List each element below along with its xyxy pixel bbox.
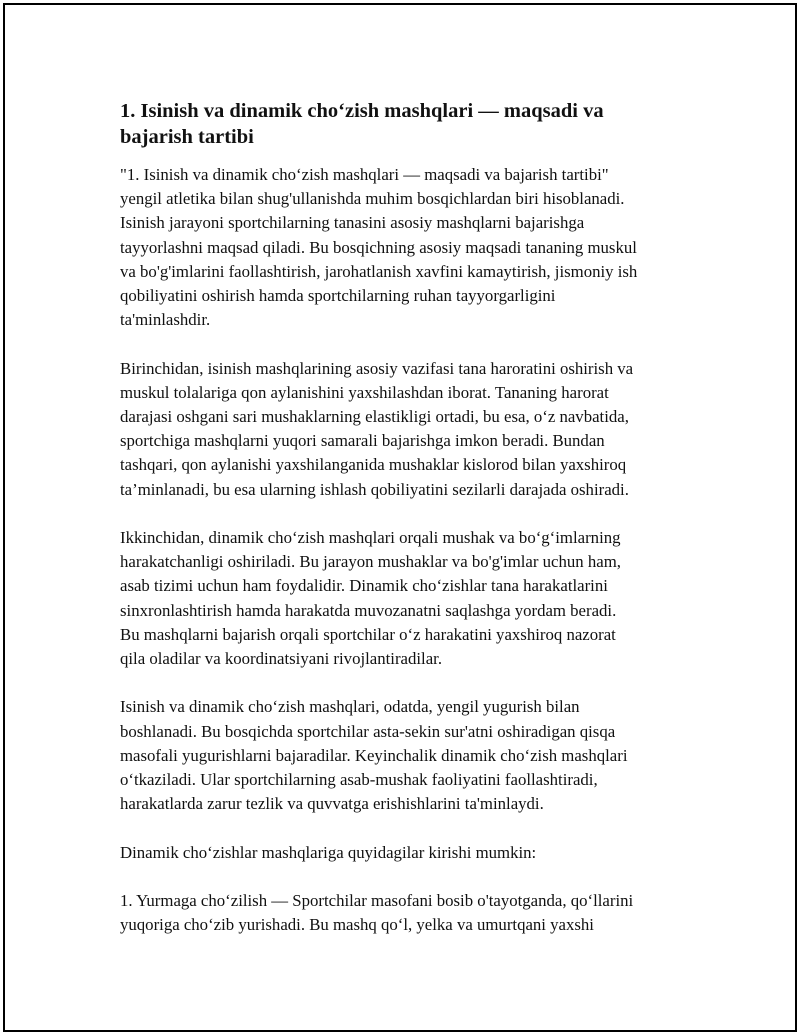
heading-line: 1. Isinish va dinamik cho‘zish mashqlari — maqsadi va xyxy=(120,100,604,122)
text-line: qobiliyatini oshirish hamda sportchilarning ruhan tayyorgarligini xyxy=(120,286,556,306)
paragraph-first xyxy=(120,357,710,502)
text-line: qila oladilar va koordinatsiyani rivojlantiradilar. xyxy=(120,649,443,669)
text-line: masofali yugurishlarni bajaradilar. Keyinchalik dinamik cho‘zish mashqlari xyxy=(120,745,628,765)
text-line: Isinish jarayoni sportchilarning tanasini asosiy mashqlarni bajarishga xyxy=(120,213,585,233)
text-line: tayyorlashni maqsad qiladi. Bu bosqichning asosiy maqsadi tananing muskul xyxy=(120,237,637,257)
text-line: darajasi oshgani sari mushaklarning elastikligi ortadi, bu esa, o‘z navbatida, xyxy=(120,407,629,427)
paragraph-list-intro xyxy=(120,841,710,865)
text-line: Birinchidan, isinish mashqlarining asosiy vazifasi tana haroratini oshirish va xyxy=(120,358,634,378)
page-frame xyxy=(3,3,797,1032)
text-line: Ikkinchidan, dinamik cho‘zish mashqlari orqali mushak va bo‘g‘imlarning xyxy=(120,528,621,548)
paragraph-intro xyxy=(120,163,710,332)
text-line: "1. Isinish va dinamik cho‘zish mashqlari — maqsadi va bajarish tartibi" xyxy=(120,165,609,184)
text-line: yuqoriga cho‘zib yurishadi. Bu mashq qo‘l, yelka va umurtqani yaxshi xyxy=(120,915,594,935)
text-line: Bu mashqlarni bajarish orqali sportchilar o‘z harakatini yaxshiroq nazorat xyxy=(120,624,616,644)
text-line: va bo'g'imlarini faollashtirish, jarohatlanish xavfini kamaytirish, jismoniy ish xyxy=(120,261,638,281)
text-line: boshlanadi. Bu bosqichda sportchilar asta-sekin sur'atni oshiradigan qisqa xyxy=(120,721,616,741)
document-heading xyxy=(120,98,710,150)
text-line: harakatlarda zarur tezlik va quvvatga erishishlarini ta'minlaydi. xyxy=(120,794,544,814)
text-line: muskul tolalariga qon aylanishini yaxshilashdan iborat. Tananing harorat xyxy=(120,382,609,402)
text-line: Dinamik cho‘zishlar mashqlariga quyidagilar kirishi mumkin: xyxy=(120,842,537,862)
text-line: tashqari, qon aylanishi yaxshilanganida mushaklar kislorod bilan yaxshiroq xyxy=(120,455,627,475)
text-line: harakatchanligi oshiriladi. Bu jarayon mushaklar va bo'g'imlar uchun ham, xyxy=(120,552,621,572)
text-line: 1. Yurmaga cho‘zilish — Sportchilar masofani bosib o'tayotganda, qo‘llarini xyxy=(120,891,634,911)
paragraph-warmup-sequence xyxy=(120,695,710,816)
document-body xyxy=(120,98,710,962)
text-line: Isinish va dinamik cho‘zish mashqlari, odatda, yengil yugurish bilan xyxy=(120,697,580,717)
text-line: sinxronlashtirish hamda harakatda muvozanatni saqlashga yordam beradi. xyxy=(120,600,617,620)
text-line: ta'minlashdir. xyxy=(120,310,211,330)
text-line: o‘tkaziladi. Ular sportchilarning asab-mushak faoliyatini faollashtiradi, xyxy=(120,770,598,790)
text-line: ta’minlanadi, bu esa ularning ishlash qobiliyatini sezilarli darajada oshiradi. xyxy=(120,479,629,499)
text-line: yengil atletika bilan shug'ullanishda muhim bosqichlardan biri hisoblanadi. xyxy=(120,189,625,209)
text-line: asab tizimi uchun ham foydalidir. Dinamik cho‘zishlar tana harakatlarini xyxy=(120,576,608,596)
text-line: sportchiga mashqlarni yuqori samarali bajarishga imkon beradi. Bundan xyxy=(120,431,605,451)
heading-line: bajarish tartibi xyxy=(120,126,254,148)
paragraph-second xyxy=(120,526,710,671)
paragraph-list-item-1 xyxy=(120,889,710,937)
